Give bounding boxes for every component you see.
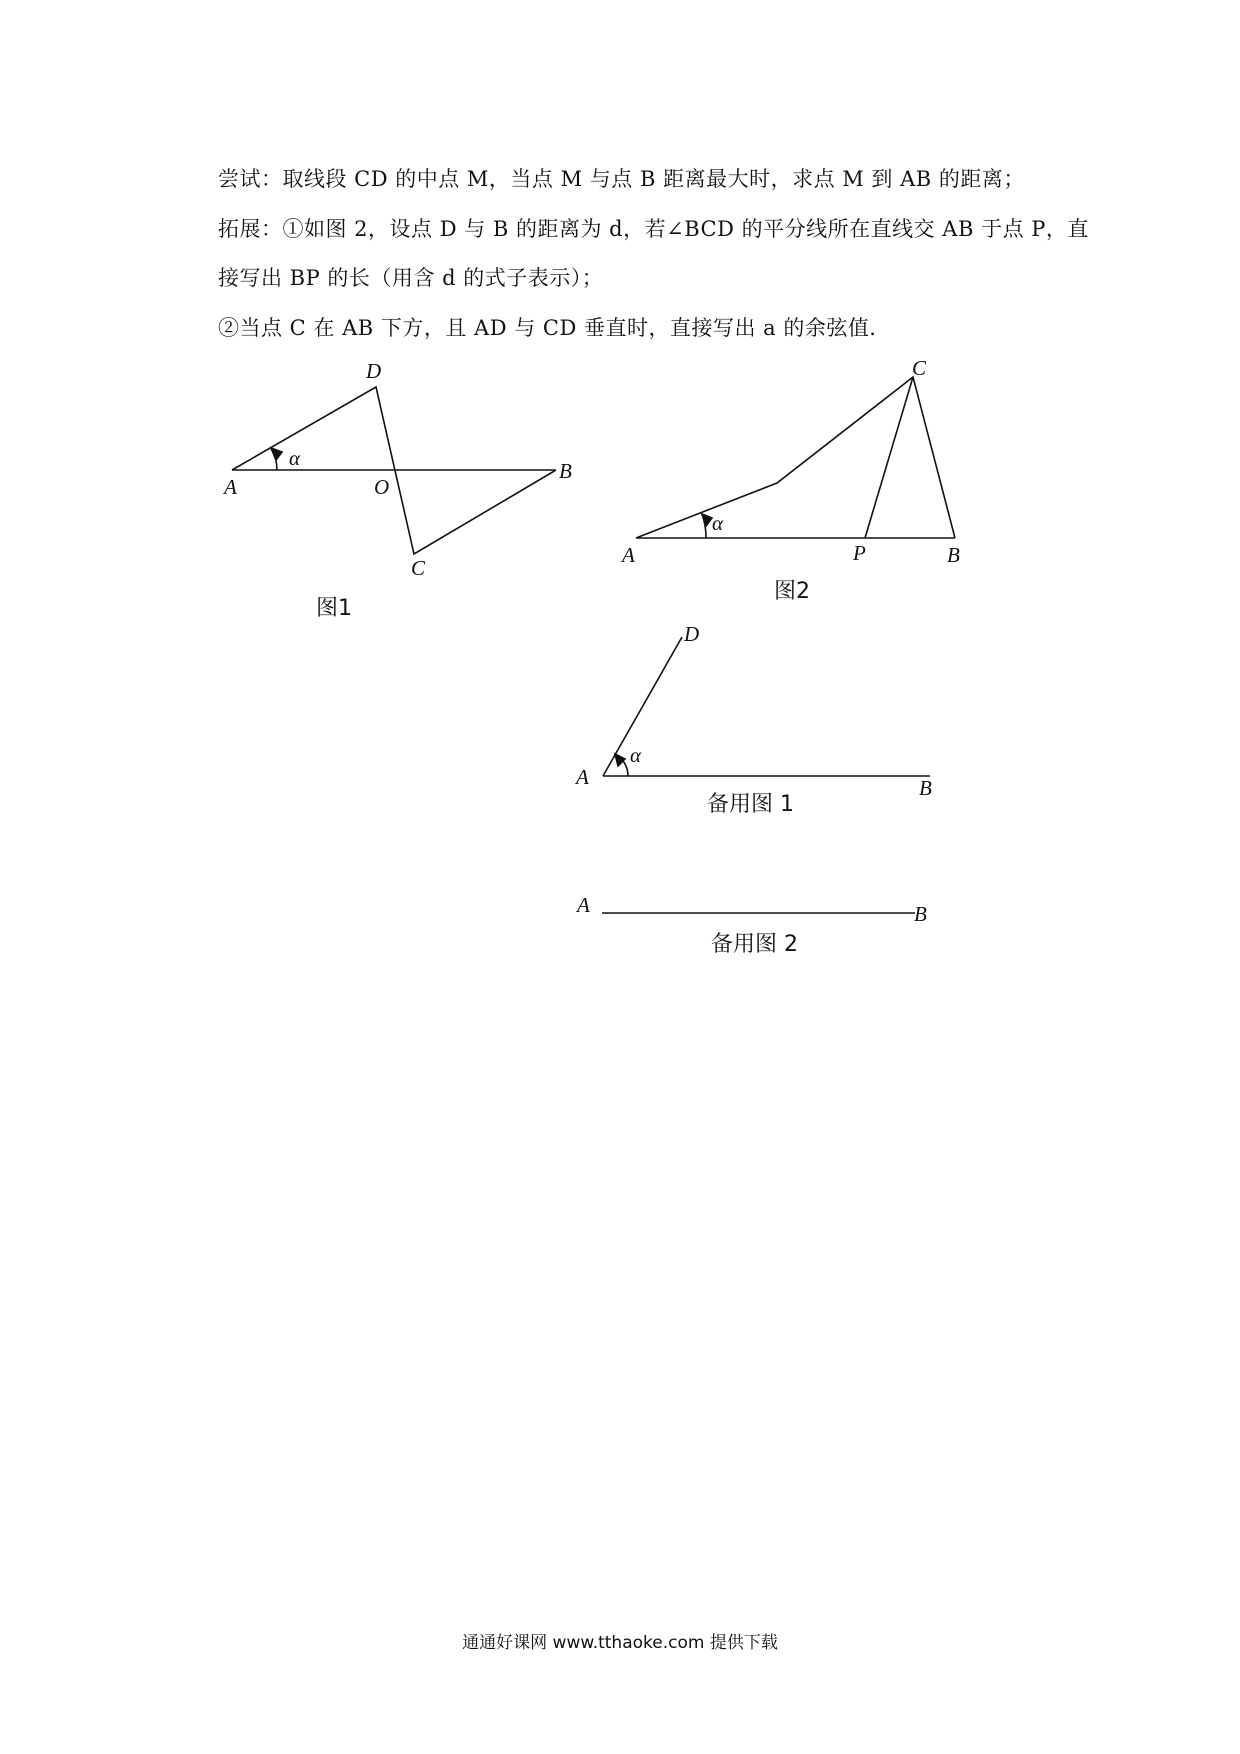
spare2-caption: 备用图 2 xyxy=(711,932,798,957)
spare2-label-a: A xyxy=(577,893,590,917)
fig2-segment-cp xyxy=(865,377,913,538)
spare1-caption: 备用图 1 xyxy=(707,792,794,817)
fig1-label-o: O xyxy=(374,475,390,499)
spare1-label-b: B xyxy=(919,776,932,800)
fig1-label-a: A xyxy=(224,475,237,499)
fig2-label-p: P xyxy=(853,541,866,565)
spare1-angle-arrow-icon xyxy=(615,754,625,766)
fig1-caption: 图1 xyxy=(316,596,352,621)
fig2-label-a: A xyxy=(622,543,635,567)
spare1-label-d: D xyxy=(684,622,700,646)
spare1-label-alpha: α xyxy=(630,743,642,767)
fig2-label-c: C xyxy=(912,356,927,380)
fig1-label-c: C xyxy=(411,556,426,580)
fig1-angle-arrow-icon xyxy=(271,448,282,460)
fig2-polyline-acb xyxy=(636,377,955,538)
fig1-label-d: D xyxy=(366,359,382,383)
fig2-label-b: B xyxy=(947,543,960,567)
spare-figure-1 xyxy=(603,637,930,776)
spare1-label-a: A xyxy=(576,765,589,789)
problem-line-4: ②当点 C 在 AB 下方，且 AD 与 CD 垂直时，直接写出 a 的余弦值． xyxy=(218,316,891,340)
fig2-label-alpha: α xyxy=(712,511,724,535)
fig1-label-alpha: α xyxy=(289,446,301,470)
fig2-angle-arrow-icon xyxy=(702,514,712,526)
figure-2 xyxy=(636,377,955,538)
download-footer: 通通好课网 www.tthaoke.com 提供下载 xyxy=(462,1633,778,1653)
spare2-label-b: B xyxy=(914,902,927,926)
problem-line-1: 尝试：取线段 CD 的中点 M，当点 M 与点 B 距离最大时，求点 M 到 AB 的距离； xyxy=(218,167,1025,191)
problem-line-3: 接写出 BP 的长（用含 d 的式子表示）； xyxy=(218,266,604,290)
fig1-label-b: B xyxy=(559,459,572,483)
figure-1 xyxy=(232,387,556,554)
fig2-caption: 图2 xyxy=(774,579,810,604)
problem-line-2: 拓展：①如图 2，设点 D 与 B 的距离为 d，若∠BCD 的平分线所在直线交 AB 于点 P，直 xyxy=(218,217,1089,241)
